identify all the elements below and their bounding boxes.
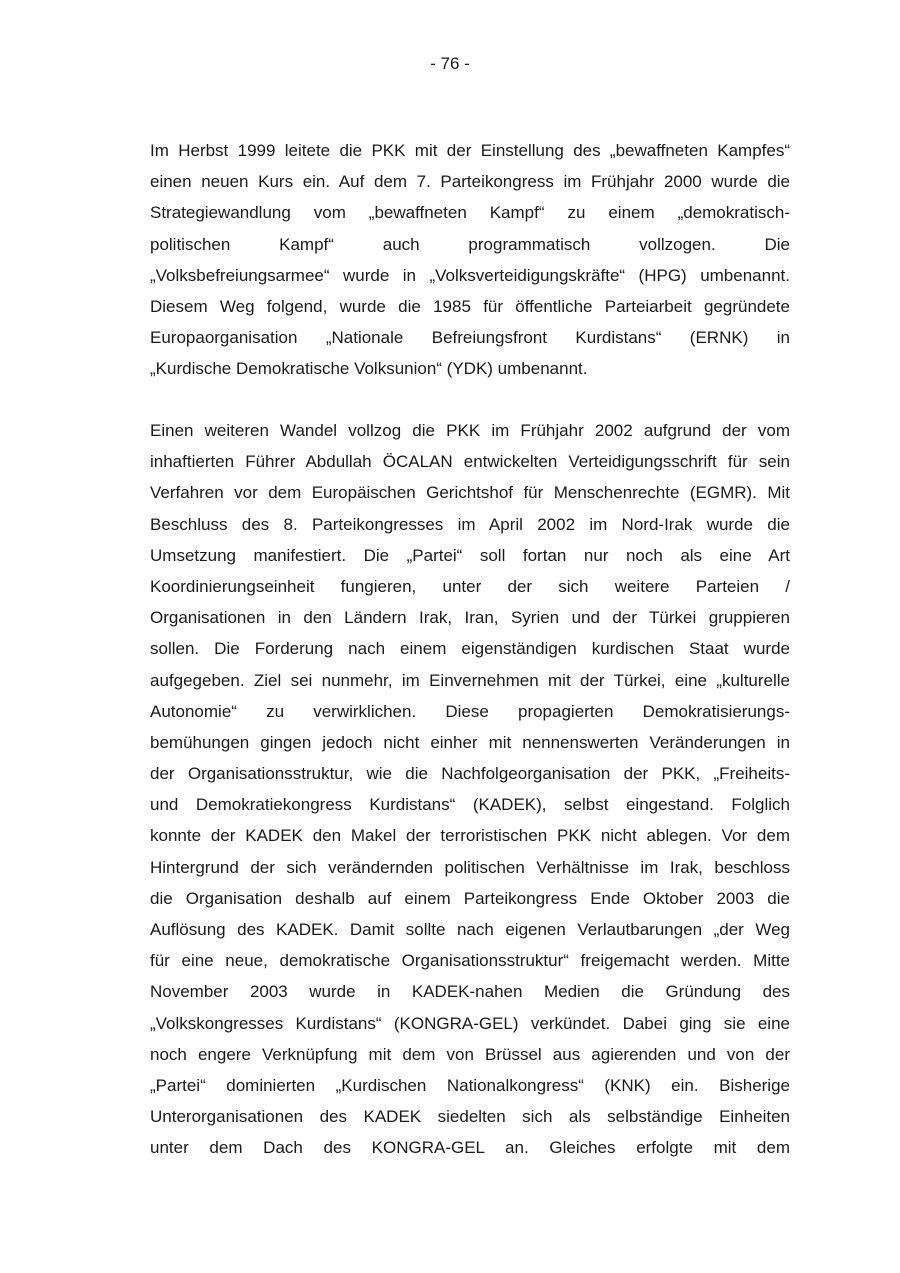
text-line: die Organisation deshalb auf einem Parteikongress Ende Oktober 2003 die (150, 888, 790, 908)
text-line: und Demokratiekongress Kurdistans“ (KADEK), selbst eingestand. Folglich (150, 795, 790, 815)
text-line: Europaorganisation „Nationale Befreiungsfront Kurdistans“ (ERNK) in (150, 328, 790, 348)
text-line: Unterorganisationen des KADEK siedelten sich als selbständige Einheiten (150, 1107, 790, 1127)
text-line: aufgegeben. Ziel sei nunmehr, im Einvernehmen mit der Türkei, eine „kulturelle (150, 670, 790, 690)
text-line: Umsetzung manifestiert. Die „Partei“ soll fortan nur noch als eine Art (150, 545, 790, 565)
text-line: Organisationen in den Ländern Irak, Iran, Syrien und der Türkei gruppieren (150, 608, 790, 628)
text-line: Verfahren vor dem Europäischen Gerichtshof für Menschenrechte (EGMR). Mit (150, 483, 790, 503)
text-line: konnte der KADEK den Makel der terroristischen PKK nicht ablegen. Vor dem (150, 826, 790, 846)
text-line: Im Herbst 1999 leitete die PKK mit der Einstellung des „bewaffneten Kampfes“ (150, 141, 790, 160)
text-line: „Kurdische Demokratische Volksunion“ (YDK) umbenannt. (150, 359, 588, 379)
text-line: Beschluss des 8. Parteikongresses im April 2002 im Nord-Irak wurde die (150, 514, 790, 534)
text-line: Koordinierungseinheit fungieren, unter der sich weitere Parteien / (150, 576, 790, 596)
text-line: politischen Kampf“ auch programmatisch vollzogen. Die (150, 234, 790, 254)
text-line: „Volkskongresses Kurdistans“ (KONGRA-GEL) verkündet. Dabei ging sie eine (150, 1013, 790, 1033)
text-line: Strategiewandlung vom „bewaffneten Kampf“ zu einem „demokratisch- (150, 203, 790, 223)
text-line: noch engere Verknüpfung mit dem von Brüssel aus agierenden und von der (150, 1044, 790, 1064)
text-line: „Volksbefreiungsarmee“ wurde in „Volksverteidigungskräfte“ (HPG) umbenannt. (150, 265, 790, 285)
text-line: Einen weiteren Wandel vollzog die PKK im Frühjahr 2002 aufgrund der vom (150, 421, 790, 440)
paragraph-2 (150, 419, 790, 1168)
text-line: Autonomie“ zu verwirklichen. Diese propagierten Demokratisierungs- (150, 701, 790, 721)
text-line: einen neuen Kurs ein. Auf dem 7. Parteikongress im Frühjahr 2000 wurde die (150, 172, 790, 192)
page-number: - 76 - (430, 54, 470, 73)
text-line: unter dem Dach des KONGRA-GEL an. Gleiches erfolgte mit dem (150, 1138, 790, 1158)
paragraph-1 (150, 139, 790, 389)
text-line: Hintergrund der sich verändernden politischen Verhältnisse im Irak, beschloss (150, 857, 790, 877)
text-line: bemühungen gingen jedoch nicht einher mit nennenswerten Veränderungen in (150, 732, 790, 752)
text-line: der Organisationsstruktur, wie die Nachfolgeorganisation der PKK, „Freiheits- (150, 764, 790, 784)
text-line: für eine neue, demokratische Organisationsstruktur“ freigemacht werden. Mitte (150, 951, 790, 971)
text-line: „Partei“ dominierten „Kurdischen Nationalkongress“ (KNK) ein. Bisherige (150, 1075, 790, 1095)
text-line: Auflösung des KADEK. Damit sollte nach eigenen Verlautbarungen „der Weg (150, 920, 790, 939)
text-line: November 2003 wurde in KADEK-nahen Medien die Gründung des (150, 982, 790, 1002)
text-line: inhaftierten Führer Abdullah ÖCALAN entwickelten Verteidigungsschrift für sein (150, 452, 790, 472)
text-line: sollen. Die Forderung nach einem eigenständigen kurdischen Staat wurde (150, 639, 790, 659)
text-line: Diesem Weg folgend, wurde die 1985 für öffentliche Parteiarbeit gegründete (150, 296, 790, 316)
